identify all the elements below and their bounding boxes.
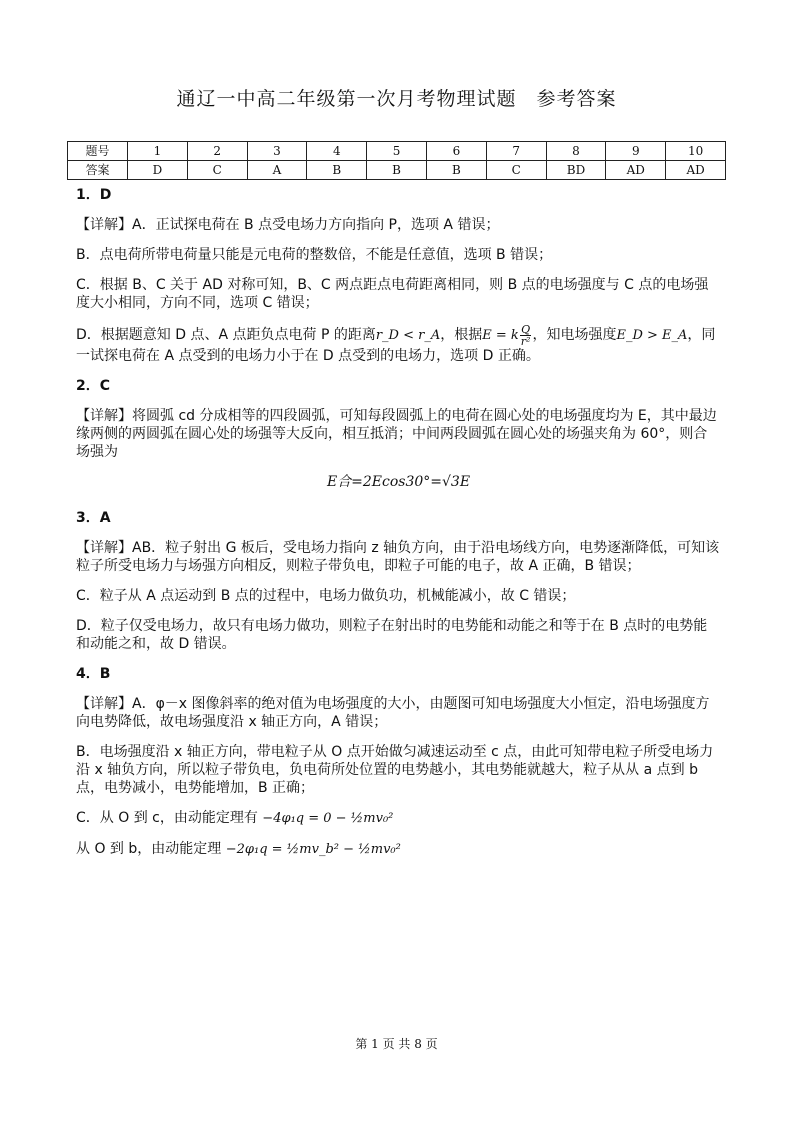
table-cell: AD (666, 161, 726, 180)
table-cell: B (426, 161, 486, 180)
table-cell: 8 (546, 142, 606, 161)
table-cell: B (307, 161, 367, 180)
inequality-e: E_D > E_A (616, 328, 688, 343)
table-cell: AD (606, 161, 666, 180)
question-4-heading: 4．B (76, 666, 111, 682)
question-2-para: 【详解】将圆弧 cd 分成相等的四段圆弧，可知每段圆弧上的电荷在圆心处的电场强度均为 E，其中最边缘两侧的两圆弧在圆心处的场强等大反向，相互抵消；中间两段圆弧在圆心处的场强夹角为 60°，则合场强为 (76, 408, 717, 460)
table-cell: 5 (367, 142, 427, 161)
table-cell: 1 (128, 142, 188, 161)
table-cell: C (187, 161, 247, 180)
text-run: 从 O 到 b，由动能定理 (76, 841, 222, 857)
question-1-para: C．根据 B、C 关于 AD 对称可知，B、C 两点距点电荷距离相同，则 B 点的电场强度与 C 点的电场强度大小相同，方向不同，选项 C 错误； (76, 277, 709, 311)
table-row-answers (68, 161, 726, 180)
table-cell: 10 (666, 142, 726, 161)
question-1-heading: 1．D (76, 187, 112, 203)
question-4-para: B．电场强度沿 x 轴正方向，带电粒子从 O 点开始做匀减速运动至 c 点，由此可知带电粒子所受电场力沿 x 轴负方向，所以粒子带负电，负电荷所处位置的电势越小，其电势能就越大，粒子从从 a 点到 b 点，电势减小，电势能增加，B 正确； (76, 744, 714, 796)
table-cell: 7 (486, 142, 546, 161)
question-1-para: 【详解】A．正试探电荷在 B 点受电场力方向指向 P，选项 A 错误； (76, 217, 500, 233)
question-1-para: B．点电荷所带电荷量只能是元电荷的整数倍，不能是任意值，选项 B 错误； (76, 247, 553, 263)
table-cell: 3 (247, 142, 307, 161)
table-cell: BD (546, 161, 606, 180)
table-cell: 2 (187, 142, 247, 161)
page-footer: 第 1 页 共 8 页 (355, 1037, 438, 1051)
table-header-answer: 答案 (68, 161, 128, 180)
table-cell: 6 (426, 142, 486, 161)
inequality-r: r_D < r_A (375, 328, 441, 343)
numerator: Q (521, 323, 531, 336)
text-run: C．从 O 到 c，由动能定理有 (76, 810, 258, 826)
question-3-para: 【详解】AB．粒子射出 G 板后，受电场力指向 z 轴负方向，由于沿电场线方向，电势逐渐降低，可知该粒子所受电场力与场强方向相反，则粒子带负电，即粒子可能的电子，故 A 正确，B 错误； (76, 540, 720, 574)
energy-formula: −2φ₁q = ½mv_b² − ½mv₀² (225, 842, 401, 857)
text-run: D．根据题意知 D 点、A 点距负点电荷 P 的距离 (76, 327, 376, 343)
question-2-heading: 2．C (76, 378, 111, 394)
question-4-para: 【详解】A．φ－x 图像斜率的绝对值为电场强度的大小，由题图可知电场强度大小恒定，沿电场强度方向电势降低，故电场强度沿 x 轴正方向，A 错误； (76, 696, 710, 730)
table-cell: 4 (307, 142, 367, 161)
table-cell: D (128, 161, 188, 180)
table-header-question-number: 题号 (68, 142, 128, 161)
coulomb-formula (482, 323, 532, 348)
denominator: r² (520, 335, 531, 348)
energy-formula: −4φ₁q = 0 − ½mv₀² (262, 811, 394, 826)
table-cell: 9 (606, 142, 666, 161)
page-title: 通辽一中高二年级第一次月考物理试题 参考答案 (176, 88, 617, 110)
question-3-para: C．粒子从 A 点运动到 B 点的过程中，电场力做负功，机械能减小，故 C 错误； (76, 588, 576, 604)
answer-table (67, 141, 726, 180)
fraction (520, 324, 532, 347)
text-run: ，知电场强度 (532, 327, 617, 343)
solutions-body (76, 186, 721, 871)
table-cell: A (247, 161, 307, 180)
formula-lhs: E = k (482, 328, 519, 343)
text-run: ，同一试探电荷在 A 点受到的电场力小于在 D 点受到的电场力，选项 D 正确。 (76, 327, 716, 364)
question-2-formula: E合=2Ecos30°=√3E (326, 474, 471, 490)
question-3-para: D．粒子仅受电场力，故只有电场力做功，则粒子在射出时的电势能和动能之和等于在 B 点时的电势能和动能之和，故 D 错误。 (76, 618, 708, 652)
question-3-heading: 3．A (76, 510, 111, 526)
text-run: ，根据 (440, 327, 483, 343)
question-4-para-ob (76, 840, 721, 859)
question-4-para-c (76, 809, 721, 828)
table-cell: C (486, 161, 546, 180)
question-1-para-d (76, 324, 721, 365)
table-cell: B (367, 161, 427, 180)
table-row-numbers (68, 142, 726, 161)
